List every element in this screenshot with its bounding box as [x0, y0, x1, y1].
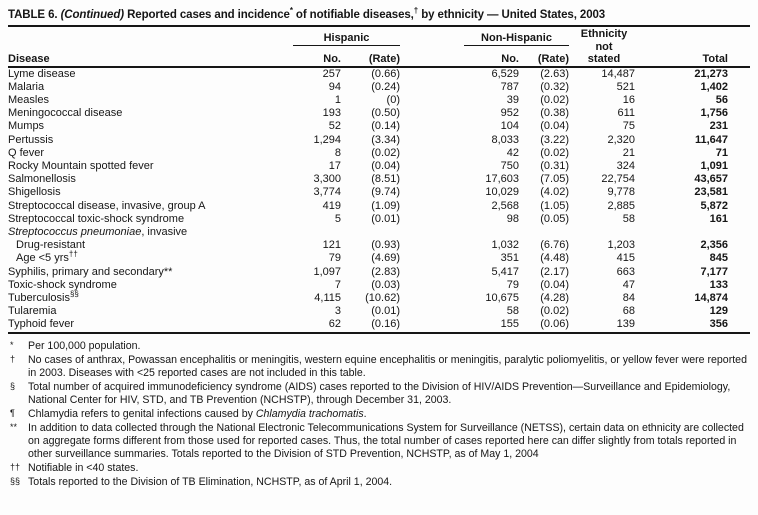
- value-cell: 23,581: [694, 186, 728, 199]
- value-cell: 39: [506, 93, 519, 106]
- footnote-segment: No cases of anthrax, Powassan encephalitis or meningitis, western equine encephalitis or meningitis, paralytic poliomyelitis, or yellow fever were reported in 2003. Diseases with <25 reported cases are not included in this table.: [28, 353, 747, 379]
- value-cell: 6,529: [491, 67, 519, 80]
- value-cell: 58: [622, 212, 635, 225]
- column-spacer: [400, 134, 464, 147]
- column-spacer: [400, 81, 464, 94]
- disease-cell: Shigellosis: [8, 186, 61, 199]
- footnote-text: [28, 408, 750, 421]
- value-cell: 94: [328, 80, 341, 93]
- footnote-text: [28, 462, 750, 475]
- value-cell: (0): [386, 93, 400, 106]
- value-cell: 10,029: [485, 186, 519, 199]
- value-cell: 17: [328, 159, 341, 172]
- footnote-segment: Chlamydia trachomatis: [255, 407, 364, 420]
- value-cell: [293, 226, 341, 239]
- value-cell: 98: [506, 212, 519, 225]
- value-cell: (0.01): [371, 212, 400, 225]
- value-cell: 14,487: [601, 67, 635, 80]
- disease-cell: Tularemia: [8, 305, 57, 318]
- value-cell: 43,657: [694, 173, 728, 186]
- ethnicity-header-line3: stated: [587, 53, 621, 65]
- hispanic-no-header: No.: [293, 46, 341, 67]
- footnote-marker: †: [10, 353, 16, 364]
- value-cell: 42: [506, 146, 519, 159]
- value-cell: 419: [322, 199, 341, 212]
- value-cell: 71: [715, 146, 728, 159]
- table-row: [8, 305, 750, 318]
- value-cell: 5,417: [491, 265, 519, 278]
- value-cell: 7: [334, 278, 341, 291]
- value-cell: 8: [334, 146, 341, 159]
- column-spacer: [400, 120, 464, 133]
- value-cell: 1,756: [700, 107, 728, 120]
- value-cell: 7,177: [700, 265, 728, 278]
- column-spacer: [400, 292, 464, 305]
- disease-cell: Streptococcus pneumoniae, invasive: [8, 225, 188, 238]
- column-spacer: [400, 160, 464, 173]
- value-cell: (0.04): [371, 159, 400, 172]
- value-cell: (0.16): [371, 318, 400, 331]
- title-segment: *: [289, 6, 293, 16]
- value-cell: 79: [506, 278, 519, 291]
- value-cell: 663: [616, 265, 635, 278]
- value-cell: 62: [328, 318, 341, 331]
- value-cell: 58: [506, 305, 519, 318]
- footnote: [8, 340, 750, 353]
- disease-cell: Drug-resistant: [16, 239, 86, 252]
- value-cell: [569, 226, 639, 239]
- footnote-text: [28, 381, 750, 407]
- value-cell: 75: [622, 120, 635, 133]
- value-cell: 68: [622, 305, 635, 318]
- table-row: [8, 81, 750, 94]
- footnote-text: [28, 422, 750, 461]
- column-spacer: [400, 305, 464, 318]
- value-cell: 139: [616, 318, 635, 331]
- footnote-marker: *: [10, 339, 14, 350]
- value-cell: (0.04): [540, 278, 569, 291]
- footnote: [8, 462, 750, 475]
- table-row: [8, 213, 750, 226]
- value-cell: 5,872: [700, 199, 728, 212]
- table-row: [8, 134, 750, 147]
- column-spacer: [400, 318, 464, 332]
- value-cell: (4.69): [371, 252, 400, 265]
- disease-cell: Streptococcal disease, invasive, group A: [8, 199, 206, 212]
- column-spacer: [400, 226, 464, 239]
- value-cell: (0.03): [371, 278, 400, 291]
- footnote-segment: In addition to data collected through the National Electronic Telecommunications System for Surveillance (NETSS), certain data on ethnicity are collected on aggregate forms different from those used for reported cases. Thus, the total number of cases reported here can differ slightly from totals reported in other surveillance summaries. Totals reported to the Division of STD Prevention, NCHSTP, as of May 1, 2004: [28, 421, 744, 460]
- hispanic-rate-header: (Rate): [341, 46, 400, 67]
- value-cell: (4.48): [540, 252, 569, 265]
- table-body: [8, 67, 750, 333]
- value-cell: 1,294: [313, 133, 341, 146]
- column-spacer: [400, 200, 464, 213]
- footnote-marker: §: [10, 380, 16, 391]
- value-cell: 1: [334, 93, 341, 106]
- table-row: [8, 147, 750, 160]
- column-spacer: [400, 67, 464, 81]
- table-row: [8, 107, 750, 120]
- value-cell: (0.14): [371, 120, 400, 133]
- value-cell: (4.28): [540, 291, 569, 304]
- group-header-row: [8, 28, 750, 46]
- value-cell: (1.09): [371, 199, 400, 212]
- disease-cell: Rocky Mountain spotted fever: [8, 159, 154, 172]
- footnote-text: [28, 476, 750, 489]
- value-cell: (0.02): [540, 305, 569, 318]
- disease-cell: Mumps: [8, 120, 45, 133]
- value-cell: 351: [500, 252, 519, 265]
- value-cell: 21,273: [694, 67, 728, 80]
- value-cell: 16: [622, 93, 635, 106]
- non-hispanic-no-header: No.: [464, 46, 519, 67]
- value-cell: 9,778: [607, 186, 635, 199]
- disease-cell: Toxic-shock syndrome: [8, 278, 117, 291]
- column-spacer: [400, 186, 464, 199]
- footnote: [8, 422, 750, 461]
- non-hispanic-rate-header: (Rate): [519, 46, 569, 67]
- value-cell: 5: [334, 212, 341, 225]
- value-cell: 121: [322, 239, 341, 252]
- disease-cell: Tuberculosis§§: [8, 289, 79, 304]
- value-cell: (0.24): [371, 80, 400, 93]
- table-row: [8, 279, 750, 292]
- value-cell: (0.06): [540, 318, 569, 331]
- value-cell: (0.32): [540, 80, 569, 93]
- value-cell: (4.02): [540, 186, 569, 199]
- footnote: [8, 381, 750, 407]
- value-cell: (8.51): [371, 173, 400, 186]
- table-row: [8, 160, 750, 173]
- value-cell: 787: [500, 80, 519, 93]
- hispanic-group-header: Hispanic: [293, 28, 400, 46]
- value-cell: 750: [500, 159, 519, 172]
- value-cell: 2,356: [700, 239, 728, 252]
- value-cell: 3,300: [313, 173, 341, 186]
- ethnicity-header-line1: Ethnicity: [580, 28, 628, 40]
- footnote-segment: Chlamydia refers to genital infections caused by: [28, 407, 256, 420]
- value-cell: 8,033: [491, 133, 519, 146]
- value-cell: (0.02): [540, 146, 569, 159]
- value-cell: 161: [709, 212, 728, 225]
- value-cell: 2,885: [607, 199, 635, 212]
- footnote-marker: ††: [10, 461, 21, 472]
- value-cell: (0.05): [540, 212, 569, 225]
- value-cell: 231: [709, 120, 728, 133]
- disease-cell: Q fever: [8, 146, 45, 159]
- value-cell: (2.63): [540, 67, 569, 80]
- disease-cell: Salmonellosis: [8, 173, 76, 186]
- disease-cell: Streptococcal toxic-shock syndrome: [8, 212, 185, 225]
- value-cell: 11,647: [694, 133, 728, 146]
- value-cell: 1,097: [313, 265, 341, 278]
- value-cell: (0.01): [371, 305, 400, 318]
- value-cell: 52: [328, 120, 341, 133]
- value-cell: 4,115: [314, 291, 341, 304]
- value-cell: (3.34): [371, 133, 400, 146]
- non-hispanic-group-header: Non-Hispanic: [464, 28, 569, 46]
- value-cell: (0.93): [371, 239, 400, 252]
- title-segment: Reported cases and incidence: [123, 9, 290, 21]
- footnote-segment: Total number of acquired immunodeficiency syndrome (AIDS) cases reported to the Division of HIV/AIDS Prevention—Surveillance and Epidemiology, National Center for HIV, STD, and TB Prevention (NCHSTP), through December 31, 2003.: [28, 380, 731, 406]
- footnote-segment: Totals reported to the Division of TB Elimination, NCHSTP, as of April 1, 2004.: [28, 475, 393, 488]
- value-cell: 104: [500, 120, 519, 133]
- value-cell: (0.38): [540, 107, 569, 120]
- table-row: [8, 266, 750, 279]
- table-row: [8, 173, 750, 186]
- notifiable-diseases-table: [8, 28, 750, 334]
- value-cell: (1.05): [540, 199, 569, 212]
- column-spacer: [400, 213, 464, 226]
- ethnicity-header-line2: not: [595, 40, 613, 53]
- footnote: [8, 408, 750, 421]
- disease-cell: Pertussis: [8, 133, 54, 146]
- title-segment: TABLE 6.: [8, 9, 61, 21]
- value-cell: (0.02): [371, 146, 400, 159]
- column-spacer: [400, 28, 464, 67]
- column-spacer: [400, 252, 464, 265]
- value-cell: 521: [616, 80, 635, 93]
- ethnicity-not-stated-header: [569, 28, 639, 67]
- column-spacer: [400, 173, 464, 186]
- value-cell: 3,774: [313, 186, 341, 199]
- footnote-marker: ††: [68, 249, 78, 259]
- disease-cell: Age <5 yrs††: [16, 249, 78, 265]
- value-cell: [639, 226, 750, 239]
- table-row: [8, 120, 750, 133]
- value-cell: 1,203: [607, 239, 635, 252]
- value-cell: 79: [328, 252, 341, 265]
- disease-cell: Meningococcal disease: [8, 107, 123, 120]
- value-cell: (0.31): [540, 159, 569, 172]
- table-row: [8, 94, 750, 107]
- value-cell: 1,402: [700, 80, 728, 93]
- table-row: [8, 318, 750, 332]
- value-cell: 84: [622, 291, 635, 304]
- value-cell: (10.62): [365, 291, 400, 304]
- species-name: Streptococcus pneumoniae: [8, 225, 142, 238]
- value-cell: (0.66): [371, 67, 400, 80]
- table-title: [8, 5, 750, 27]
- value-cell: (9.74): [371, 186, 400, 199]
- table-row: [8, 200, 750, 213]
- value-cell: (2.17): [540, 265, 569, 278]
- table-header: [8, 28, 750, 67]
- disease-cell: Malaria: [8, 80, 45, 93]
- value-cell: (6.76): [540, 239, 569, 252]
- value-cell: 14,874: [694, 291, 728, 304]
- value-cell: 155: [500, 318, 519, 331]
- value-cell: 56: [715, 93, 728, 106]
- footnotes: [8, 334, 750, 489]
- value-cell: [519, 226, 569, 239]
- value-cell: 3: [334, 305, 341, 318]
- value-cell: 22,754: [601, 173, 635, 186]
- disease-cell: Typhoid fever: [8, 318, 75, 331]
- table-row: [8, 226, 750, 239]
- footnote: [8, 354, 750, 380]
- value-cell: 415: [616, 252, 635, 265]
- value-cell: (0.50): [371, 107, 400, 120]
- table-row: [8, 239, 750, 252]
- value-cell: 2,320: [607, 133, 635, 146]
- value-cell: (7.05): [540, 173, 569, 186]
- disease-cell: Syphilis, primary and secondary**: [8, 265, 173, 278]
- value-cell: 129: [709, 305, 728, 318]
- value-cell: 952: [500, 107, 519, 120]
- table-row: [8, 186, 750, 199]
- total-column-header: Total: [639, 28, 750, 67]
- value-cell: 257: [322, 67, 341, 80]
- disease-cell: Measles: [8, 93, 49, 106]
- value-cell: 1,032: [491, 239, 519, 252]
- table-row: [8, 292, 750, 305]
- value-cell: 21: [622, 146, 635, 159]
- value-cell: (0.02): [540, 93, 569, 106]
- footnote-marker: §§: [69, 289, 79, 299]
- footnote-marker: §§: [10, 475, 21, 486]
- value-cell: (3.22): [540, 133, 569, 146]
- title-segment: of notifiable diseases,: [292, 9, 414, 21]
- value-cell: 845: [709, 252, 728, 265]
- footnote-text: [28, 340, 750, 353]
- column-spacer: [400, 107, 464, 120]
- column-spacer: [400, 266, 464, 279]
- column-spacer: [400, 279, 464, 292]
- title-segment: (Continued): [60, 9, 124, 21]
- value-cell: 611: [617, 107, 635, 120]
- footnote: [8, 476, 750, 489]
- value-cell: 47: [622, 278, 635, 291]
- footnote-marker: **: [10, 421, 18, 432]
- value-cell: 1,091: [700, 159, 728, 172]
- value-cell: [464, 226, 519, 239]
- footnote-segment: Notifiable in <40 states.: [28, 461, 139, 474]
- table-row: [8, 67, 750, 81]
- footnote-text: [28, 354, 750, 380]
- value-cell: (0.04): [540, 120, 569, 133]
- value-cell: [341, 226, 400, 239]
- column-spacer: [400, 147, 464, 160]
- column-spacer: [400, 239, 464, 252]
- value-cell: 17,603: [485, 173, 519, 186]
- footnote-segment: Per 100,000 population.: [28, 339, 141, 352]
- value-cell: 324: [616, 159, 635, 172]
- value-cell: (2.83): [371, 265, 400, 278]
- table-row: [8, 252, 750, 265]
- disease-column-header: Disease: [8, 28, 293, 67]
- value-cell: 2,568: [491, 199, 519, 212]
- title-segment: †: [413, 6, 419, 16]
- value-cell: 193: [322, 107, 341, 120]
- value-cell: 356: [709, 318, 728, 331]
- footnote-marker: ¶: [10, 407, 15, 418]
- footnote-segment: .: [363, 407, 367, 420]
- value-cell: 133: [709, 278, 728, 291]
- title-segment: by ethnicity — United States, 2003: [418, 9, 606, 21]
- value-cell: 10,675: [485, 291, 519, 304]
- column-spacer: [400, 94, 464, 107]
- disease-cell: Lyme disease: [8, 67, 76, 80]
